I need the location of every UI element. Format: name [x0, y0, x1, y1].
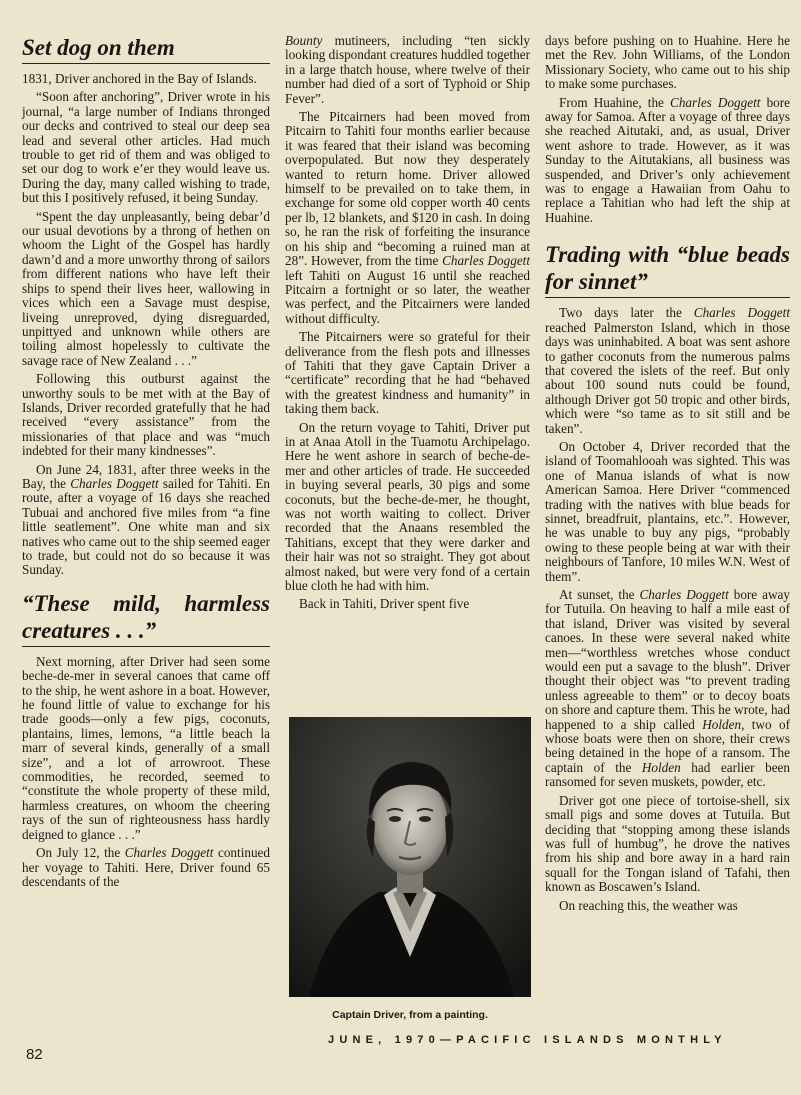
paragraph: The Pitcairners had been moved from Pitcairn to Tahiti four months earlier because it was feared that their island was becoming overpopulated. But now they desperately wanted to return home. Driver allowed himself to be prevailed on to take them, in exchange for some old copper worth 40 cents per lb, 12 blankets, and $120 in cash. In doing so, he ran the risk of forfeiting the insurance on his ship and “becoming a ruined man at 28”. However, from the time Charles Doggett left Tahiti on August 16 until she reached Pitcairn a fortnight or so later, the weather was perfect, and the Pitcairners were landed without difficulty. — [285, 109, 530, 326]
ship-name: Bounty — [285, 33, 323, 48]
paragraph: Following this outburst against the unworthy souls to be met with at the Bay of Islands, Driver recorded gratefully that he had received “every assistance” from the missionaries of that place and was “much indebted for their many kindnesses”. — [22, 371, 270, 459]
ship-name: Charles Doggett — [70, 475, 159, 491]
paragraph: On October 4, Driver recorded that the island of Toomahlooah was sighted. This was one of Manua islands of what is now American Samoa. Here Driver “commenced trading with the natives with blue beads for sinnet, breadfruit, plantains, etc.”. However, he was unable to buy any pigs, “probably owing to these people being at war with their neighbours of Tanfore, 10 miles W.N. West of them”. — [545, 438, 790, 584]
paragraph: Back in Tahiti, Driver spent five — [299, 596, 470, 612]
running-footer: JUNE, 1970—PACIFIC ISLANDS MONTHLY — [328, 1034, 727, 1046]
ship-name: Holden, — [702, 716, 745, 732]
heading-rule — [22, 63, 270, 64]
ship-name: Charles Doggett — [693, 305, 790, 321]
page-number: 82 — [26, 1046, 43, 1063]
paragraph: At sunset, the Charles Doggett bore away for Tutuila. On heaving to half a mile east of that island, Driver was visited by several canoes. In these were several naked white men—“worthless wretches whose conduct would een put a savage to the blush”. Driver thought their object was “to prevent trading unless agreeable to them” or to decoy boats on shore and capture them. This he wrote, had happened to a ship called Holden, two of whose boats were then on shore, their crews being detained in the hope of a ransom. The captain of the Holden had earlier been ransomed for seven muskets, powder, etc. — [545, 587, 791, 790]
paragraph: On June 24, 1831, after three weeks in the Bay, the Charles Doggett sailed for Tahiti. En route, after a voyage of 16 days she reached Tubuai and anchored five miles from “a fine little seatlement”. One white man and six natives who came out to the ship seemed eager to trade, but could not do so because it was Sunday. — [22, 461, 270, 578]
column-3 — [545, 34, 790, 917]
ship-name: Charles Doggett — [124, 845, 214, 861]
paragraph: Next morning, after Driver had seen some beche-de-mer in several canoes that came off to the ship, he went ashore in a boat. However, he found little of value to exchange for his trade goods—only a few pigs, coconuts, plantains, limes, lemons, “a little beach la marr of several kinds, generally of a small size”, and a lot of arrowroot. These commodities, he recorded, seemed to “constitute the whole property of these mild, harmless creatures, on whoom the cheering rays of the sun of righteousness hass hardly deigned to glance . . .” — [22, 653, 270, 842]
paragraph: From Huahine, the Charles Doggett bore away for Samoa. After a voyage of three days she reached Aitutaki, and, as usual, Driver went ashore to trade. However, as it was Sunday to the Aitutakians, all business was suspended, and Driver’s only achievement was to engage a Hawaiian from Oahu to replace a Tahitian who had left the ship at Huahine. — [545, 94, 790, 225]
heading-rule — [545, 297, 790, 298]
paragraph: “Soon after anchoring”, Driver wrote in his journal, “a large number of Indians thronged our decks and contrived to steal our deep sea lead and several other articles. Had much trouble to get rid of them and was obliged to set our dog to work e’er they would leave us. During the day, many called wishing to trade, but this I positively refused, it being Sunday. — [22, 89, 270, 206]
paragraph: days before pushing on to Huahine. Here he met the Rev. John Williams, of the London Missionary Society, who came out to his ship to make some purchases. — [545, 33, 790, 92]
ship-name: Charles Doggett — [670, 94, 761, 110]
column-2 — [285, 34, 530, 616]
ship-name: Charles Doggett — [442, 253, 530, 269]
heading-trading-blue-beads: Trading with “blue beads for sinnet” — [545, 242, 790, 295]
paragraph: On July 12, the Charles Doggett continued her voyage to Tahiti. Here, Driver found 65 descendants of the — [22, 845, 270, 889]
photo-caption: Captain Driver, from a painting. — [332, 1009, 488, 1021]
heading-mild-harmless-creatures: “These mild, harmless creatures . . .” — [22, 590, 270, 643]
ship-name: Charles Doggett — [639, 587, 729, 602]
paragraph: 1831, Driver anchored in the Bay of Islands. — [22, 71, 257, 86]
heading-rule — [22, 646, 270, 647]
paragraph: On reaching this, the weather was — [559, 897, 738, 913]
heading-set-dog-on-them: Set dog on them — [22, 35, 175, 60]
portrait-painting — [289, 717, 531, 997]
paragraph: “Spent the day unpleasantly, being debar’d our usual devotions by a throng of hethen on whoom the Light of the Gospel has hardly dawn’d and a more unworthy throng of sailors from different nations who have left their ships to spend their lives heer, wallowing in vices which een a Savage must despise, liveing unreproved, dying disreguarded, unpittyed and unknown while others are toiling almost hopelessly to cultivate the savage race of New Zealand . . .” — [22, 208, 270, 368]
column-1 — [22, 34, 270, 893]
ship-name: Holden — [641, 759, 681, 775]
paragraph: Driver got one piece of tortoise-shell, six small pigs and some doves at Tutuila. But deciding that “stopping among these islands was full of humbug”, he drove the natives from his ship and bore away in a hard rain squall for the Tongan island of Tafahi, then known as Boscawen’s Island. — [545, 792, 790, 895]
paragraph: On the return voyage to Tahiti, Driver put in at Anaa Atoll in the Tuamotu Archipelago. Here he went ashore in search of beche-de-mer and other articles of trade. He succeeded in buying several pearls, 30 pigs and some coconuts, but the beche-de-mer, he thought, was not worth waiting to collect. Driver recorded that the Anaans resembled the Tahitians, except that they were darker and their hair was not so straight. They got about almost naked, but were very fond of a certain blue cloth he had with him. — [285, 419, 530, 594]
captain-driver-portrait — [289, 717, 531, 997]
paragraph: Two days later the Charles Doggett reached Palmerston Island, which in those days was uninhabited. A boat was sent ashore to gather coconuts from the numerous palms that covered the islets of the reef. But only about 100 sound nuts could be found, although Driver got 50 tropic and other birds, which were “so tame as to sit still and be taken”. — [545, 305, 790, 436]
paragraph: Bounty mutineers, including “ten sickly looking dispondant creatures huddled together in a large thatch house, where twelve of their number had died of a sort of Typhoid or Ship Fever”. — [285, 33, 530, 106]
paragraph: The Pitcairners were so grateful for their deliverance from the flesh pots and illnesses of Tahiti that they gave Captain Driver a “certificate” recording that he had “behaved with the greatest kindness and humanity” in taking them back. — [285, 329, 530, 417]
